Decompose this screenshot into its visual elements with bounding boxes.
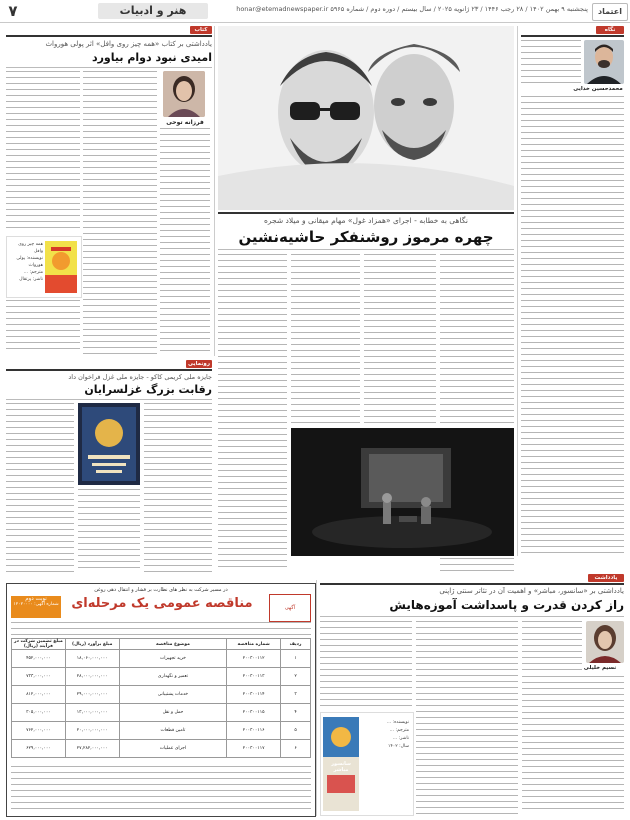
table-cell: ۲۰۰۳۰۰۱۱۳	[227, 668, 281, 686]
author-name: فرزانه توحی	[166, 119, 204, 126]
table-row	[12, 650, 311, 668]
table-row	[12, 686, 311, 704]
book-info-line: سال: ۱۴۰۲	[387, 744, 409, 749]
article-body-col2	[364, 254, 436, 424]
table-cell: ۳۰۵,۰۰۰,۰۰۰	[12, 704, 66, 722]
table-cell: ۲۷,۲۸۲,۰۰۰,۰۰۰	[65, 740, 119, 758]
article-headline: چهره مرموز روشنفکر حاشیه‌نشین	[238, 228, 494, 246]
prize-poster	[78, 403, 140, 485]
table-cell: ۲۰۰۳۰۰۱۱۵	[227, 704, 281, 722]
ad-title: مناقصه عمومی یک مرحله‌ای	[71, 596, 253, 611]
table-cell: ۷۶۲,۰۰۰,۰۰۰	[12, 722, 66, 740]
tender-advertisement	[6, 583, 316, 817]
author-photo	[163, 71, 205, 117]
ad-badge-text: نوبت دوم	[25, 596, 47, 602]
section-label-book: کتاب	[190, 26, 212, 34]
book-info-box	[320, 712, 414, 816]
table-cell: ۸۱۲,۰۰۰,۰۰۰	[12, 686, 66, 704]
table-cell: ۲۰۰۳۰۰۱۱۶	[227, 722, 281, 740]
book-info-line: مترجم: ...	[23, 270, 43, 275]
page-number: ۷	[8, 2, 18, 20]
article-body-col3	[6, 71, 80, 231]
ad-footer-text	[11, 766, 311, 810]
ad-ref: شماره آگهی: ۱۲۰۲۰۰۰۰	[13, 602, 59, 607]
table-cell: تعمیر و نگهداری	[119, 668, 227, 686]
table-cell: ۲۸,۰۰۰,۰۰۰,۰۰۰	[65, 668, 119, 686]
book-info-line: مترجم: ...	[389, 728, 409, 733]
ad-top-line: در مسیر شرکت به نظر های نظارت بر فشار و انتقال دهی روغن	[94, 587, 228, 593]
article-body-col3	[6, 403, 74, 573]
table-cell: ۶۲۹,۰۰۰,۰۰۰	[12, 740, 66, 758]
article-kicker: یادداشتی بر کتاب «همه چیز روی وافل» اثر پولی هورواث	[45, 40, 212, 48]
table-cell: اجرای عملیات	[119, 740, 227, 758]
article-kicker: جایزه ملی کریمی کاکو - جایزه ملی غزل فراخوان داد	[68, 373, 212, 381]
article-body-col2	[78, 489, 140, 573]
article-body-col4	[218, 254, 287, 568]
table-row	[12, 704, 311, 722]
section-label-note: یادداشت	[588, 574, 624, 582]
table-cell: ۲۰۰۳۰۰۱۱۲	[227, 650, 281, 668]
page-header	[0, 0, 630, 23]
book-info-line: ناشر: پرتقال	[19, 277, 43, 282]
section-label-news: رونمایی	[187, 361, 211, 367]
table-cell: خرید تجهیزات	[119, 650, 227, 668]
book-info-line: نویسنده: پولی هورواث	[16, 256, 43, 268]
ad-logo: آگهی	[269, 594, 311, 622]
article-headline: امیدی نبود دوام بیاورد	[91, 51, 212, 64]
column-divider	[316, 580, 317, 816]
table-cell: تامین قطعات	[119, 722, 227, 740]
opinion-body	[521, 96, 624, 556]
table-row	[12, 722, 311, 740]
book-title: سانسور مباشر	[331, 761, 351, 773]
section-rule	[218, 212, 514, 214]
table-cell: حمل و نقل	[119, 704, 227, 722]
table-header-row	[12, 639, 311, 650]
table-header: مبلغ تضمین شرکت در فرآیند (ریال)	[12, 639, 66, 650]
book-info-box	[6, 236, 82, 298]
article-body-top	[522, 621, 582, 673]
table-cell: ۴	[281, 704, 311, 722]
article-body-col3	[291, 254, 360, 424]
article-body-col2	[416, 621, 518, 814]
author-photo	[584, 40, 624, 84]
author-photo	[586, 621, 624, 663]
section-rule	[6, 35, 212, 37]
table-header: شماره مناقصه	[227, 639, 281, 650]
ad-table	[11, 638, 311, 758]
article-body-col3b	[6, 300, 80, 354]
book-info-text	[9, 241, 43, 283]
table-cell: ۲۹,۰۰۰,۰۰۰,۰۰۰	[65, 686, 119, 704]
article-body-tail	[440, 558, 514, 572]
table-cell: ۲۰۰۳۰۰۱۱۴	[227, 686, 281, 704]
book-cover	[45, 241, 77, 293]
section-title: هنر و ادبیات	[98, 3, 208, 19]
table-cell: ۱۸,۰۶۰,۰۰۰,۰۰۰	[65, 650, 119, 668]
author-name: محمدحسین خدایی	[573, 86, 623, 92]
article-body-col3	[320, 621, 412, 709]
article-body-col1	[522, 676, 624, 814]
ad-table-wrap	[11, 638, 311, 758]
book-info-line: همه چیز روی وافل	[18, 242, 43, 254]
book-info-text	[363, 719, 409, 751]
table-header: مبلغ برآورد (ریال)	[65, 639, 119, 650]
table-cell: ۴۵۲,۰۰۰,۰۰۰	[12, 650, 66, 668]
divider	[6, 67, 212, 68]
table-cell: خدمات پشتیبانی	[119, 686, 227, 704]
table-cell: ۵	[281, 722, 311, 740]
article-body-col2	[83, 71, 157, 354]
table-cell: ۶	[281, 740, 311, 758]
dateline: پنجشنبه ۹ بهمن ۱۴۰۲ / ۲۸ رجب ۱۴۴۶ / ۲۳ ژانویه ۲۰۲۵ / سال بیستم / دوره دوم / شماره ۵۹۶۵ honar@etemadnewspaper.ir	[236, 5, 588, 13]
article-headline: رقابت بزرگ غزلسرایان	[84, 383, 212, 396]
divider	[218, 249, 514, 250]
divider	[320, 616, 624, 617]
table-row	[12, 740, 311, 758]
article-headline: راز کردن قدرت و پاسداشت آموزه‌هایش	[389, 598, 624, 612]
book-info-line: نویسنده: ...	[386, 720, 409, 725]
table-header: موضوع مناقصه	[119, 639, 227, 650]
table-cell: ۲۰,۰۰۰,۰۰۰,۰۰۰	[65, 722, 119, 740]
table-cell: ۲	[281, 668, 311, 686]
table-cell: ۷۳۳,۰۰۰,۰۰۰	[12, 668, 66, 686]
article-body-col1	[144, 403, 212, 573]
ad-badge	[11, 596, 61, 618]
newspaper-logo: اعتماد	[592, 3, 628, 21]
opinion-body-top	[521, 40, 581, 84]
table-cell: ۲۰۰۳۰۰۱۱۷	[227, 740, 281, 758]
section-label-view: نگاه	[596, 26, 624, 34]
section-rule	[521, 35, 624, 37]
stage-photo	[291, 428, 514, 556]
table-cell: ۱۳,۰۰۰,۰۰۰,۰۰۰	[65, 704, 119, 722]
illustration-portrait	[218, 26, 514, 210]
table-cell: ۱	[281, 650, 311, 668]
article-body-col1	[160, 128, 210, 354]
article-body-col1	[440, 254, 514, 424]
table-header: ردیف	[281, 639, 311, 650]
table-cell: ۳	[281, 686, 311, 704]
divider	[6, 399, 212, 400]
article-kicker: نگاهی به خطابه - اجرای «همزاد غول» مهام میقانی و میلاد شجره	[263, 216, 469, 225]
column-divider	[214, 26, 215, 356]
ad-intro-text	[11, 622, 311, 636]
table-row	[12, 668, 311, 686]
section-rule	[320, 583, 624, 585]
section-rule	[6, 369, 212, 371]
book-info-line: ناشر: ...	[392, 736, 409, 741]
author-name: نسیم خلیلی	[583, 665, 617, 671]
column-divider	[517, 26, 518, 556]
article-kicker: یادداشتی بر «سانسور، مباشر» و اهمیت آن در تئاتر سنتی ژاپنی	[439, 587, 624, 595]
